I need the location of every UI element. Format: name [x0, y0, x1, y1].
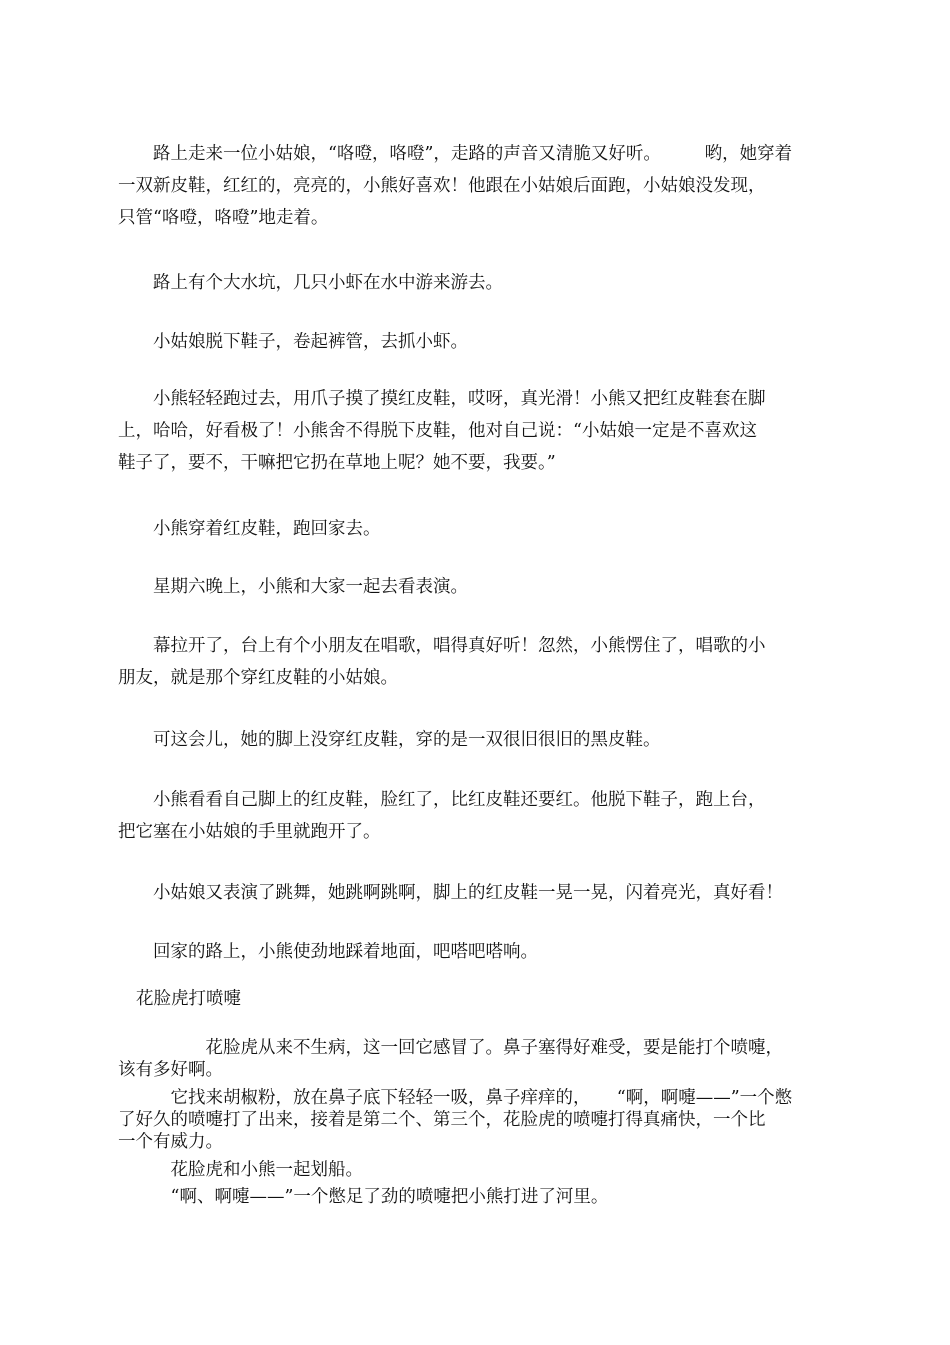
text-line: 小姑娘脱下鞋子，卷起裤管，去抓小虾。	[118, 332, 468, 352]
story-title: 花脸虎打喷嚏	[136, 989, 241, 1009]
paragraph-saturday-show	[118, 571, 833, 603]
text-line: 回家的路上，小熊使劲地踩着地面，吧嗒吧嗒响。	[118, 942, 538, 962]
text-line: 小姑娘又表演了跳舞，她跳啊跳啊，脚上的红皮鞋一晃一晃，闪着亮光，真好看！	[118, 883, 783, 903]
text-line: 小熊看看自己脚上的红皮鞋，脸红了，比红皮鞋还要红。他脱下鞋子，跑上台，	[118, 790, 766, 810]
text-line: 只管“咯噔，咯噔”地走着。	[118, 208, 329, 228]
paragraph-way-home	[118, 936, 833, 968]
paragraph-girl-dances	[118, 877, 833, 909]
text-line: 上，哈哈，好看极了！小熊舍不得脱下皮鞋，他对自己说：“小姑娘一定是不喜欢这	[118, 421, 757, 441]
paragraph-pepper-sneeze	[118, 1087, 833, 1153]
text-line: 可这会儿，她的脚上没穿红皮鞋，穿的是一双很旧很旧的黑皮鞋。	[118, 730, 661, 750]
paragraph-water-pit	[118, 267, 833, 299]
text-line: 幕拉开了，台上有个小朋友在唱歌，唱得真好听！忽然，小熊愣住了，唱歌的小	[118, 636, 766, 656]
text-line: 路上走来一位小姑娘，“咯噔，咯噔”，走路的声音又清脆又好听。 哟，她穿着	[118, 144, 793, 164]
paragraph-curtain-opens	[118, 630, 833, 694]
paragraph-bear-into-river	[118, 1186, 833, 1208]
paragraph-bear-tries-shoes	[118, 383, 833, 479]
paragraph-girl-walking	[118, 138, 833, 234]
text-line: 它找来胡椒粉，放在鼻子底下轻轻一吸，鼻子痒痒的， “啊，啊嚏——”一个憋	[118, 1088, 793, 1108]
text-line: 鞋子了，要不，干嘛把它扔在草地上呢？她不要，我要。”	[118, 453, 556, 473]
text-line: 花脸虎和小熊一起划船。	[118, 1160, 363, 1180]
paragraph-run-home	[118, 513, 833, 545]
text-line: 该有多好啊。	[118, 1060, 223, 1080]
text-line: 把它塞在小姑娘的手里就跑开了。	[118, 822, 381, 842]
text-line: “啊、啊嚏——”一个憋足了劲的喷嚏把小熊打进了河里。	[118, 1187, 609, 1207]
text-line: 一双新皮鞋，红红的，亮亮的，小熊好喜欢！他跟在小姑娘后面跑，小姑娘没发现，	[118, 176, 766, 196]
paragraph-bear-returns-shoes	[118, 784, 833, 848]
text-line: 花脸虎从来不生病，这一回它感冒了。鼻子塞得好难受，要是能打个喷嚏，	[118, 1038, 783, 1058]
text-line: 星期六晚上，小熊和大家一起去看表演。	[118, 577, 468, 597]
text-line: 了好久的喷嚏打了出来，接着是第二个、第三个，花脸虎的喷嚏打得真痛快，一个比	[118, 1110, 766, 1130]
text-line: 小熊穿着红皮鞋，跑回家去。	[118, 519, 381, 539]
paragraph-rowing-boat	[118, 1159, 833, 1181]
text-line: 路上有个大水坑，几只小虾在水中游来游去。	[118, 273, 503, 293]
text-line: 一个有威力。	[118, 1132, 223, 1152]
text-line: 朋友，就是那个穿红皮鞋的小姑娘。	[118, 668, 398, 688]
paragraph-old-black-shoes	[118, 724, 833, 756]
paragraph-catch-shrimp	[118, 326, 833, 358]
paragraph-tiger-cold	[118, 1037, 833, 1081]
text-line: 小熊轻轻跑过去，用爪子摸了摸红皮鞋，哎呀，真光滑！小熊又把红皮鞋套在脚	[118, 389, 766, 409]
